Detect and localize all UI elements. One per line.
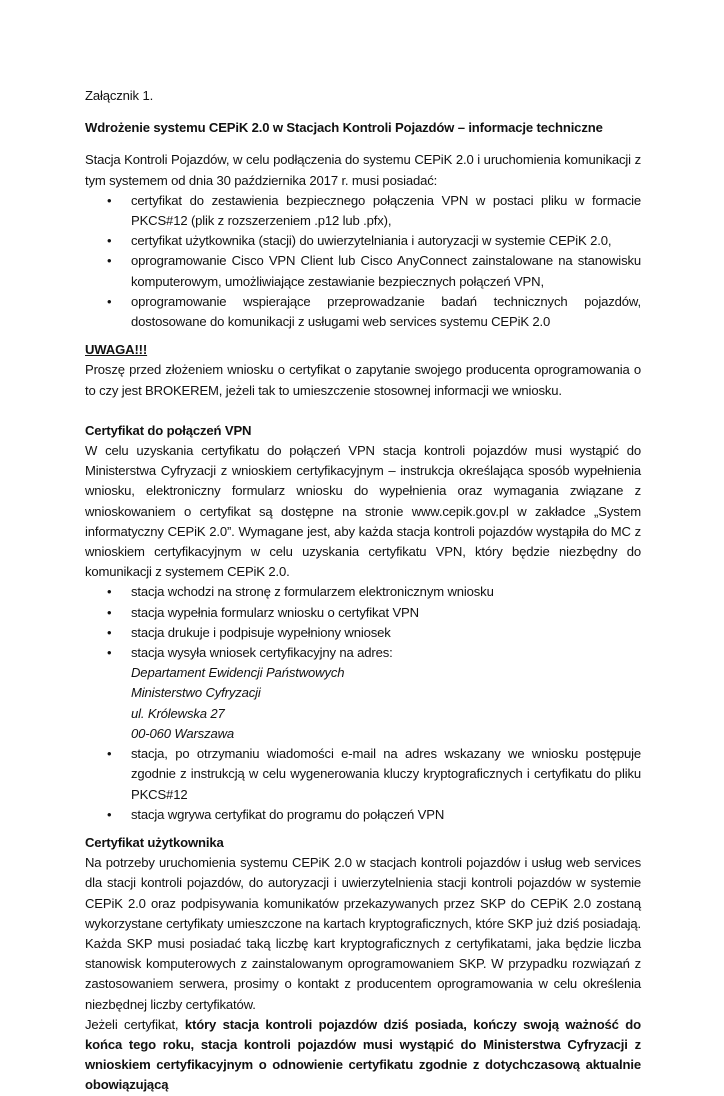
bullet-icon: • bbox=[107, 584, 112, 600]
bullet-icon: • bbox=[107, 746, 112, 762]
bullet-icon: • bbox=[107, 806, 112, 822]
renewal-bold-text: który stacja kontroli pojazdów dziś posiada, kończy swoją ważność do końca tego roku, stacja kontroli pojazdów musi wystąpić do Ministerstwa Cyfryzacji z wnioskiem certyfikacyjnym o odnowienie certyfikatu zgodnie z dotychczasową aktualnie obowiązującą bbox=[85, 1016, 641, 1093]
vpn-section-heading: Certyfikat do połączeń VPN bbox=[85, 422, 252, 438]
document-page bbox=[85, 86, 641, 1096]
intro-paragraph: Stacja Kontroli Pojazdów, w celu podłączenia do systemu CEPiK 2.0 i uruchomienia komunikacji z tym systemem od dnia 30 października 2017 r. musi posiadać: bbox=[85, 152, 641, 188]
list-item: • stacja drukuje i podpisuje wypełniony wniosek bbox=[85, 623, 641, 643]
user-section-heading: Certyfikat użytkownika bbox=[85, 834, 224, 850]
bullet-icon: • bbox=[107, 293, 112, 309]
user-section-paragraph: Na potrzeby uruchomienia systemu CEPiK 2.0 w stacjach kontroli pojazdów i usług web services dla stacji kontroli pojazdów, do autoryzacji i uwierzytelnienia stacji kontroli pojazdów w systemie CEPiK 2.0 oraz podpisywania komunikatów przekazywanych przez SKP do CEPiK 2.0 zostaną wykorzystane certyfikaty umieszczone na kartach kryptograficznych, które SKP już dziś posiadają. Każda SKP musi posiadać taką liczbę kart kryptograficznych z certyfikatami, jaka będzie liczba stanowisk komputerowych z zainstalowanym oprogramowaniem SKP. W przypadku rozwiązań z zastosowaniem serwera, prosimy o kontakt z producentem oprogramowania w celu określenia niezbędnej liczby certyfikatów. bbox=[85, 855, 641, 1012]
list-item: • oprogramowanie Cisco VPN Client lub Cisco AnyConnect zainstalowane na stanowisku komputerowym, umożliwiające zestawianie bezpiecznych połączeń VPN, bbox=[107, 253, 641, 289]
bullet-icon: • bbox=[107, 192, 112, 208]
vpn-section-paragraph: W celu uzyskania certyfikatu do połączeń VPN stacja kontroli pojazdów musi wystąpić do Ministerstwa Cyfryzacji z wnioskiem certyfikacyjnym – instrukcja określająca sposób wypełnienia wniosku, elektroniczny formularz wniosku do wypełnienia oraz wymagania związane z wnioskowaniem o certyfikat są dostępne na stronie www.cepik.gov.pl w zakładce „System informatyczny CEPiK 2.0”. Wymagane jest, aby każda stacja kontroli pojazdów wystąpiła do MC z wnioskiem certyfikacyjnym w celu uzyskania certyfikatu VPN, który będzie niezbędny do komunikacji z systemem CEPiK 2.0. bbox=[85, 443, 641, 580]
bullet-icon: • bbox=[107, 604, 112, 620]
address-line: ul. Królewska 27 bbox=[131, 705, 225, 721]
vpn-steps-list-continued bbox=[85, 744, 641, 825]
warning-text: Proszę przed złożeniem wniosku o certyfikat o zapytanie swojego producenta oprogramowania o to czy jest BROKEREM, jeżeli tak to umieszczenie stosownej informacji we wniosku. bbox=[85, 362, 641, 398]
list-item: • stacja wchodzi na stronę z formularzem elektronicznym wniosku bbox=[85, 582, 641, 602]
mailing-address bbox=[85, 663, 641, 744]
bullet-icon: • bbox=[107, 624, 112, 640]
list-item: • stacja wgrywa certyfikat do programu do połączeń VPN bbox=[85, 805, 641, 825]
list-item: • stacja wypełnia formularz wniosku o certyfikat VPN bbox=[85, 603, 641, 623]
requirements-list bbox=[85, 191, 641, 332]
bullet-icon: • bbox=[107, 645, 112, 661]
renewal-paragraph bbox=[85, 1015, 641, 1096]
renewal-lead: Jeżeli certyfikat, bbox=[85, 1016, 179, 1032]
annex-label: Załącznik 1. bbox=[85, 88, 154, 103]
list-item: • certyfikat do zestawienia bezpiecznego połączenia VPN w postaci pliku w formacie PKCS#12 (plik z rozszerzeniem .p12 lub .pfx), bbox=[107, 192, 641, 229]
list-item: • certyfikat użytkownika (stacji) do uwierzytelniania i autoryzacji w systemie CEPiK 2.0, bbox=[85, 231, 641, 251]
list-item: • stacja wysyła wniosek certyfikacyjny na adres: bbox=[85, 643, 641, 663]
list-item: • stacja, po otrzymaniu wiadomości e-mail na adres wskazany we wniosku postępuje zgodnie z instrukcją w celu wygenerowania kluczy kryptograficznych i certyfikatu do pliku PKCS#12 bbox=[107, 746, 641, 802]
list-item: • oprogramowanie wspierające przeprowadzanie badań technicznych pojazdów, dostosowane do komunikacji z usługami web services systemu CEPiK 2.0 bbox=[107, 293, 641, 330]
bullet-icon: • bbox=[107, 253, 112, 269]
warning-heading: UWAGA!!! bbox=[85, 342, 148, 358]
address-line: Departament Ewidencji Państwowych bbox=[131, 665, 345, 681]
bullet-icon: • bbox=[107, 233, 112, 249]
address-line: 00-060 Warszawa bbox=[131, 725, 235, 741]
vpn-steps-list bbox=[85, 582, 641, 663]
document-title: Wdrożenie systemu CEPiK 2.0 w Stacjach Kontroli Pojazdów – informacje techniczne bbox=[85, 120, 603, 136]
address-line: Ministerstwo Cyfryzacji bbox=[131, 685, 261, 701]
